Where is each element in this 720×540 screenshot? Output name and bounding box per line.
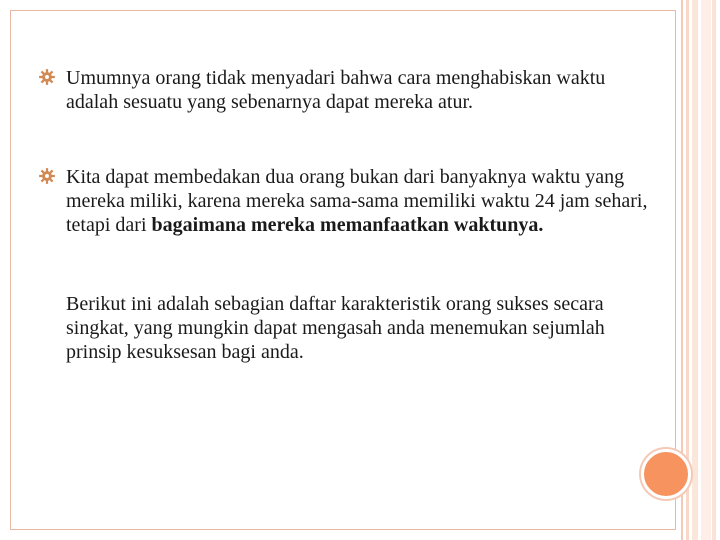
bullet-item (38, 66, 658, 114)
bullet-item (38, 165, 658, 237)
settings-gear-icon (38, 68, 56, 86)
decorative-stripe (701, 0, 711, 540)
bullet-text-bold: bagaimana mereka memanfaatkan waktunya. (151, 214, 544, 236)
paragraph-item (38, 292, 658, 364)
bullet-text-regular: Kita dapat membedakan dua orang bukan dari banyaknya waktu yang mereka miliki, karena mereka sama-sama memiliki waktu 24 jam sehari, tetapi dari (66, 166, 648, 236)
bullet-text: Umumnya orang tidak menyadari bahwa cara menghabiskan waktu adalah sesuatu yang sebenarnya dapat mereka atur. (66, 67, 606, 113)
decorative-stripe (692, 0, 698, 540)
body-paragraph: Berikut ini adalah sebagian daftar karakteristik orang sukses secara singkat, yang mungkin dapat mengasah anda menemukan sejumlah prinsip kesuksesan bagi anda. (66, 293, 605, 363)
settings-gear-icon (38, 167, 56, 185)
decorative-circle (641, 449, 691, 499)
decorative-stripe (712, 0, 716, 540)
bullet-text (66, 165, 658, 237)
